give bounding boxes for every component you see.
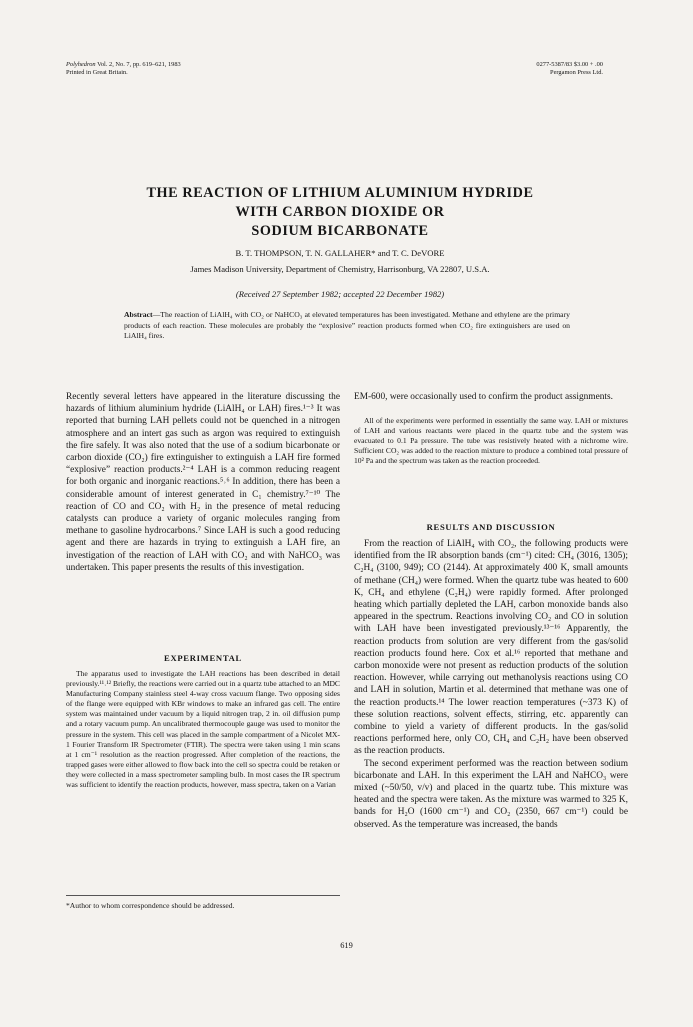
results-section [354, 538, 628, 831]
experimental-section [66, 669, 340, 790]
page-number: 619 [340, 941, 353, 950]
publisher: Pergamon Press Ltd. [550, 69, 603, 76]
abstract [124, 310, 570, 342]
procedure-paragraph: All of the experiments were performed in essentially the same way. LAH or mixtures of LAH and various reactants were placed in the quartz tube and the system was evacuated to 0.1 Pa pressure. The tube was resistively heated with a nichrome wire. Sufficient CO₂ was added to the reaction mixture to produce a combined total pressure of 10² Pa and the spectrum was taken as the reaction proceeded. [354, 416, 628, 466]
results-paragraph-2: The second experiment performed was the reaction between sodium bicarbonate and LAH. In this experiment the LAH and NaHCO₃ were mixed (~50/50, v/v) and placed in the quartz tube. This mixture was heated and the spectra were taken. As the mixture was warmed to 325 K, bands for H₂O (1600 cm⁻¹) and CO₂ (2350, 667 cm⁻¹) could be observed. As the temperature was increased, the bands [354, 758, 628, 830]
issn-price: 0277-5387/83 $3.00 + .00 [536, 61, 603, 68]
experimental-paragraph: The apparatus used to investigate the LAH reactions has been described in detail previously.¹¹˒¹² Briefly, the reactions were carried out in a quartz tube attached to an MDC Manufacturing Company stainless steel 4-way cross vacuum flange. Two opposing sides of the flange were equipped with KBr windows to make an infrared gas cell. The entire system was maintained under vacuum by a liquid nitrogen trap, 2 in. oil diffusion pump and a rotary vacuum pump. An uncalibrated thermocouple gauge was used to monitor the pressure in the system. This cell was placed in the sample compartment of a Nicolet MX-1 Fourier Transform IR Spectrometer (FTIR). The spectra were taken using 1 min scans at 1 cm⁻¹ resolution as the reaction progressed. After completion of the reactions, the trapped gases were either allowed to flow back into the cell so spectra could be retaken or they were collected in a mass spectrometer sampling bulb. In most cases the IR spectrum was sufficient to identify the reaction products, however, mass spectra, taken on a Varian [66, 669, 340, 790]
abstract-label: Abstract [124, 310, 153, 319]
author-list: B. T. THOMPSON, T. N. GALLAHER* and T. C. DeVORE [235, 248, 445, 258]
results-heading: RESULTS AND DISCUSSION [426, 522, 556, 532]
journal-volume-pages: Vol. 2, No. 7, pp. 619–621, 1983 [95, 61, 181, 68]
journal-citation [66, 61, 181, 69]
continued-paragraph: EM-600, were occasionally used to confirm the product assignments. [354, 392, 613, 402]
experimental-heading: EXPERIMENTAL [164, 653, 242, 663]
abstract-text: —The reaction of LiAlH₄ with CO₂ or NaHCO₃ at elevated temperatures has been investigated. Methane and ethylene are the primary products of each reaction. These molecules are probably the “explosive” reaction products formed when CO₂ fire extinguishers are used on LiAlH₄ fires. [124, 310, 570, 341]
affiliation: James Madison University, Department of Chemistry, Harrisonburg, VA 22807, U.S.A. [190, 264, 490, 274]
title-line-3: SODIUM BICARBONATE [251, 223, 429, 239]
running-header-right [536, 61, 603, 77]
title-line-2: WITH CARBON DIOXIDE OR [235, 204, 445, 220]
printed-in: Printed in Great Britain. [66, 69, 128, 76]
right-column-continuation [354, 391, 628, 403]
footnote-rule [66, 895, 340, 896]
results-paragraph-1: From the reaction of LiAlH₄ with CO₂, the following products were identified from the IR absorption bands (cm⁻¹) cited: CH₄ (3016, 1305); C₂H₄ (3100, 949); CO (2144). At approximately 400 K, small amounts of methane (CH₄) were formed. When the quartz tube was heated to 600 K, CH₄ and ethylene (C₂H₄) were rapidly formed. After prolonged heating which partially depleted the LAH, carbon monoxide bands also appeared in the spectrum. Reactions involving CO₂ and CO in solution with LAH have been investigated previously.¹³⁻¹⁶ Apparently, the reaction products from solution are very different from the gas/solid reaction products found here. Cox et al.¹⁶ reported that methane and carbon monoxide were not present as reduction products of the solution reaction. However, while carrying out methanolysis reactions using CO and LAH in solution, Martin et al. determined that methane was one of the reaction products.¹⁴ The lower reaction temperatures (~373 K) of these solution reactions, solvent effects, stirring, etc. apparently can combine to yield a variety of different products. In the gas/solid reactions performed here, only CO, CH₄ and C₂H₂ have been observed as the reaction products. [354, 539, 628, 757]
running-header-left [66, 61, 181, 77]
journal-name: Polyhedron [66, 61, 96, 68]
left-column [66, 391, 340, 574]
footnote: *Author to whom correspondence should be addressed. [66, 901, 235, 910]
procedure-section [354, 416, 628, 466]
received-dates: (Received 27 September 1982; accepted 22 December 1982) [235, 289, 445, 299]
title-line-1: THE REACTION OF LITHIUM ALUMINIUM HYDRIDE [146, 185, 534, 201]
intro-paragraph: Recently several letters have appeared in the literature discussing the hazards of lithium aluminium hydride (LiAlH₄ or LAH) fires.¹⁻³ It was reported that burning LAH pellets could not be quenched in a nitrogen atmosphere and an intert gas such as argon was required to extinguish the fire safely. It was also noted that the use of a sodium bicarbonate or carbon dioxide (CO₂) fire extinguisher to extinguish a LAH fire formed “explosive” reaction products.²⁻⁴ LAH is a common reducing reagent for both organic and inorganic reactions.⁵˒⁶ In addition, there has been a considerable amount of interest generated in C₁ chemistry.⁷⁻¹⁰ The reaction of CO and CO₂ with H₂ in the presence of metal reducing catalysts can produce a variety of organic molecules ranging from methane to gasoline hydrocarbons.⁷ Since LAH is such a good reducing agent and there are hazards in trying to extinguish a LAH fire, an investigation of the reaction of LAH with CO₂ and with NaHCO₃ was undertaken. This paper presents the results of this investigation. [66, 392, 340, 573]
article-title [40, 184, 640, 241]
